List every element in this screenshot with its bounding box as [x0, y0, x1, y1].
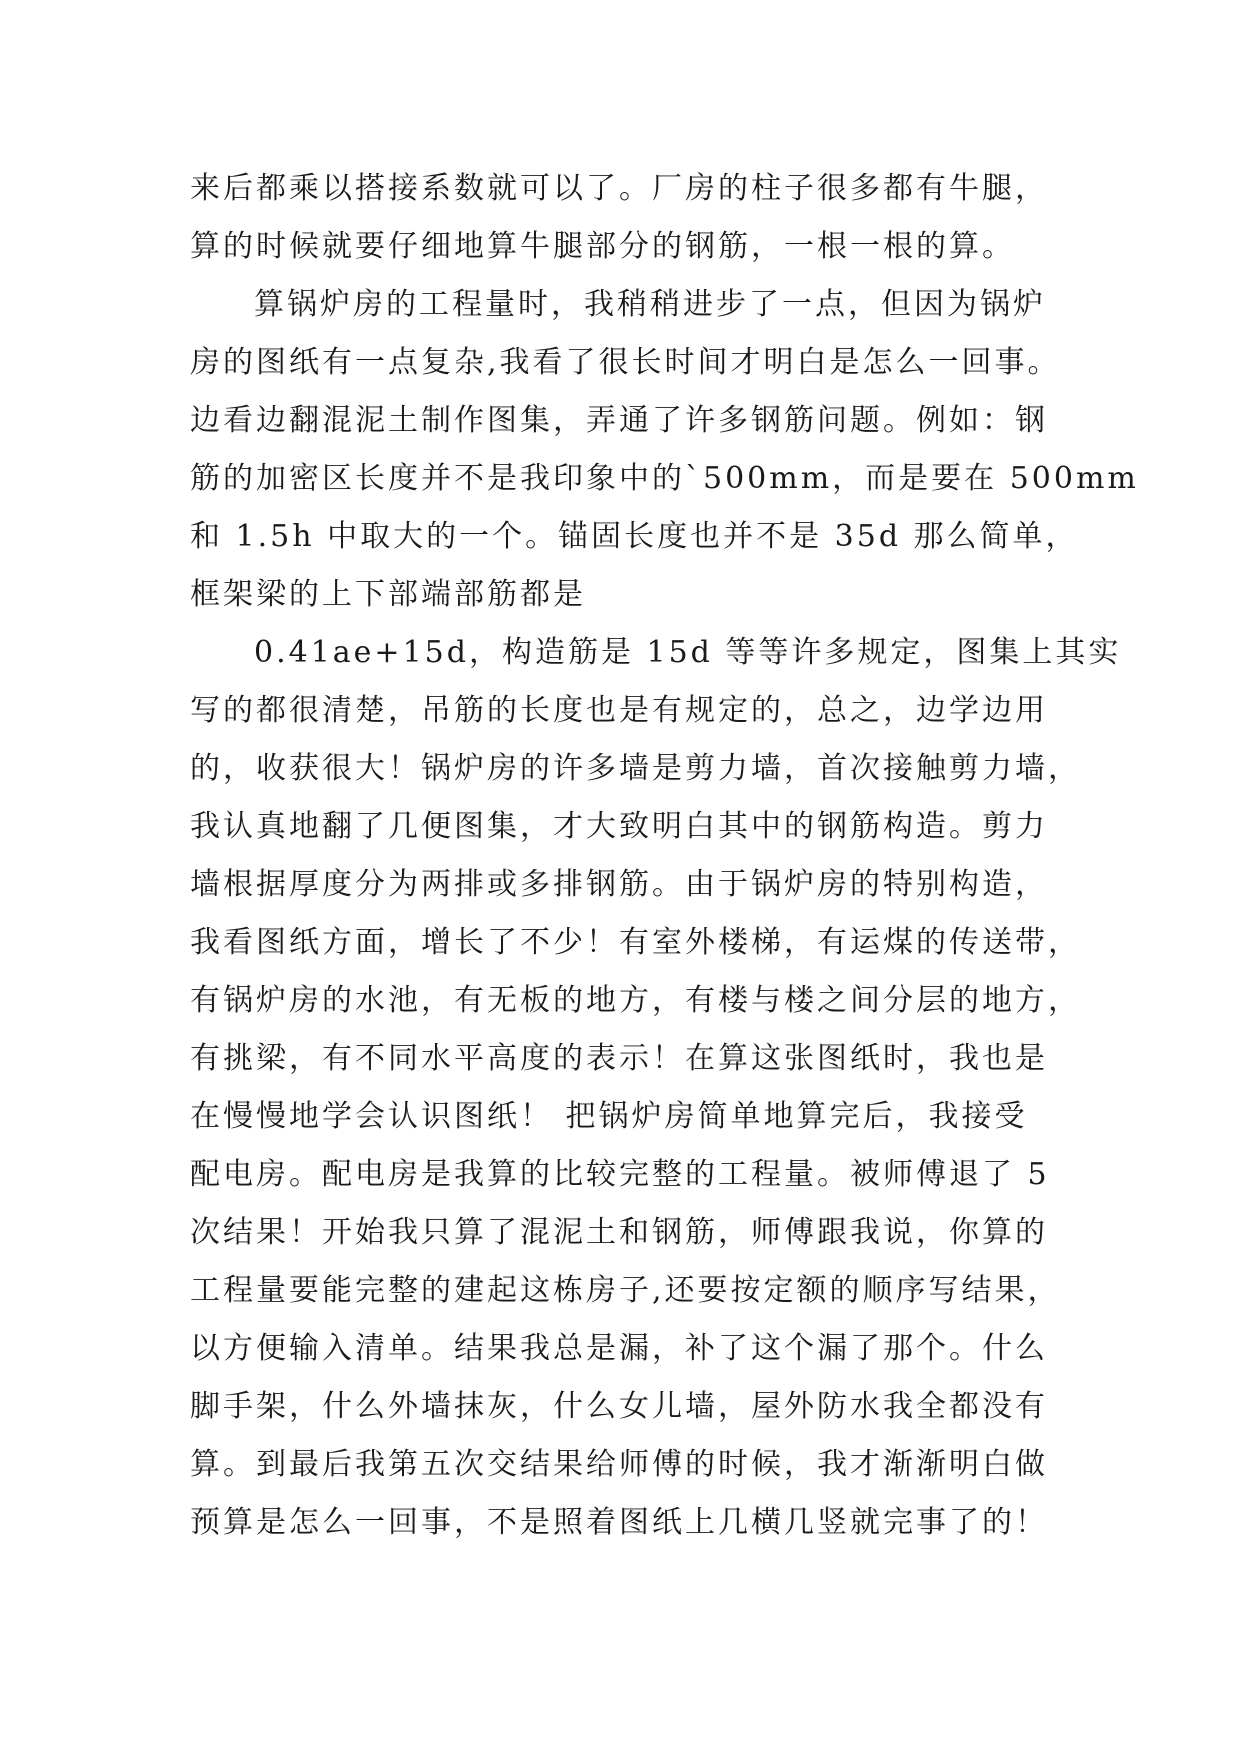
text-line: 预算是怎么一回事，不是照着图纸上几横几竖就完事了的！ [190, 1505, 1048, 1540]
text-line: 以方便输入清单。结果我总是漏，补了这个漏了那个。什么 [190, 1331, 1048, 1366]
paragraph-start-line: 0.41ae+15d，构造筋是 15d 等等许多规定，图集上其实 [254, 635, 1122, 670]
text-line: 次结果！开始我只算了混泥土和钢筋，师傅跟我说，你算的 [190, 1215, 1048, 1250]
text-line: 算的时候就要仔细地算牛腿部分的钢筋，一根一根的算。 [190, 229, 1015, 264]
text-line: 脚手架，什么外墙抹灰，什么女儿墙，屋外防水我全都没有 [190, 1389, 1048, 1424]
text-line: 的，收获很大！锅炉房的许多墙是剪力墙，首次接触剪力墙， [190, 751, 1081, 786]
text-line: 我认真地翻了几便图集，才大致明白其中的钢筋构造。剪力 [190, 809, 1048, 844]
text-line: 边看边翻混泥土制作图集，弄通了许多钢筋问题。例如：钢 [190, 403, 1048, 438]
text-line: 工程量要能完整的建起这栋房子,还要按定额的顺序写结果， [190, 1273, 1061, 1308]
text-line: 和 1.5h 中取大的一个。锚固长度也并不是 35d 那么简单， [190, 519, 1079, 554]
text-line: 有锅炉房的水池，有无板的地方，有楼与楼之间分层的地方， [190, 983, 1081, 1018]
text-line: 有挑梁，有不同水平高度的表示！在算这张图纸时，我也是 [190, 1041, 1048, 1076]
text-line: 框架梁的上下部端部筋都是 [190, 577, 586, 612]
text-line: 写的都很清楚，吊筋的长度也是有规定的，总之，边学边用 [190, 693, 1048, 728]
paragraph-start-line: 算锅炉房的工程量时，我稍稍进步了一点，但因为锅炉 [254, 287, 1046, 322]
text-line: 墙根据厚度分为两排或多排钢筋。由于锅炉房的特别构造， [190, 867, 1048, 902]
text-line: 在慢慢地学会认识图纸！ 把锅炉房简单地算完后，我接受 [190, 1099, 1028, 1134]
text-line: 筋的加密区长度并不是我印象中的`500mm，而是要在 500mm [190, 461, 1139, 496]
text-line: 配电房。配电房是我算的比较完整的工程量。被师傅退了 5 [190, 1157, 1050, 1192]
document-body [190, 160, 1139, 1552]
text-line: 房的图纸有一点复杂,我看了很长时间才明白是怎么一回事。 [190, 345, 1061, 380]
text-line: 来后都乘以搭接系数就可以了。厂房的柱子很多都有牛腿， [190, 171, 1048, 206]
text-line: 算。到最后我第五次交结果给师傅的时候，我才渐渐明白做 [190, 1447, 1048, 1482]
text-line: 我看图纸方面，增长了不少！有室外楼梯，有运煤的传送带， [190, 925, 1081, 960]
